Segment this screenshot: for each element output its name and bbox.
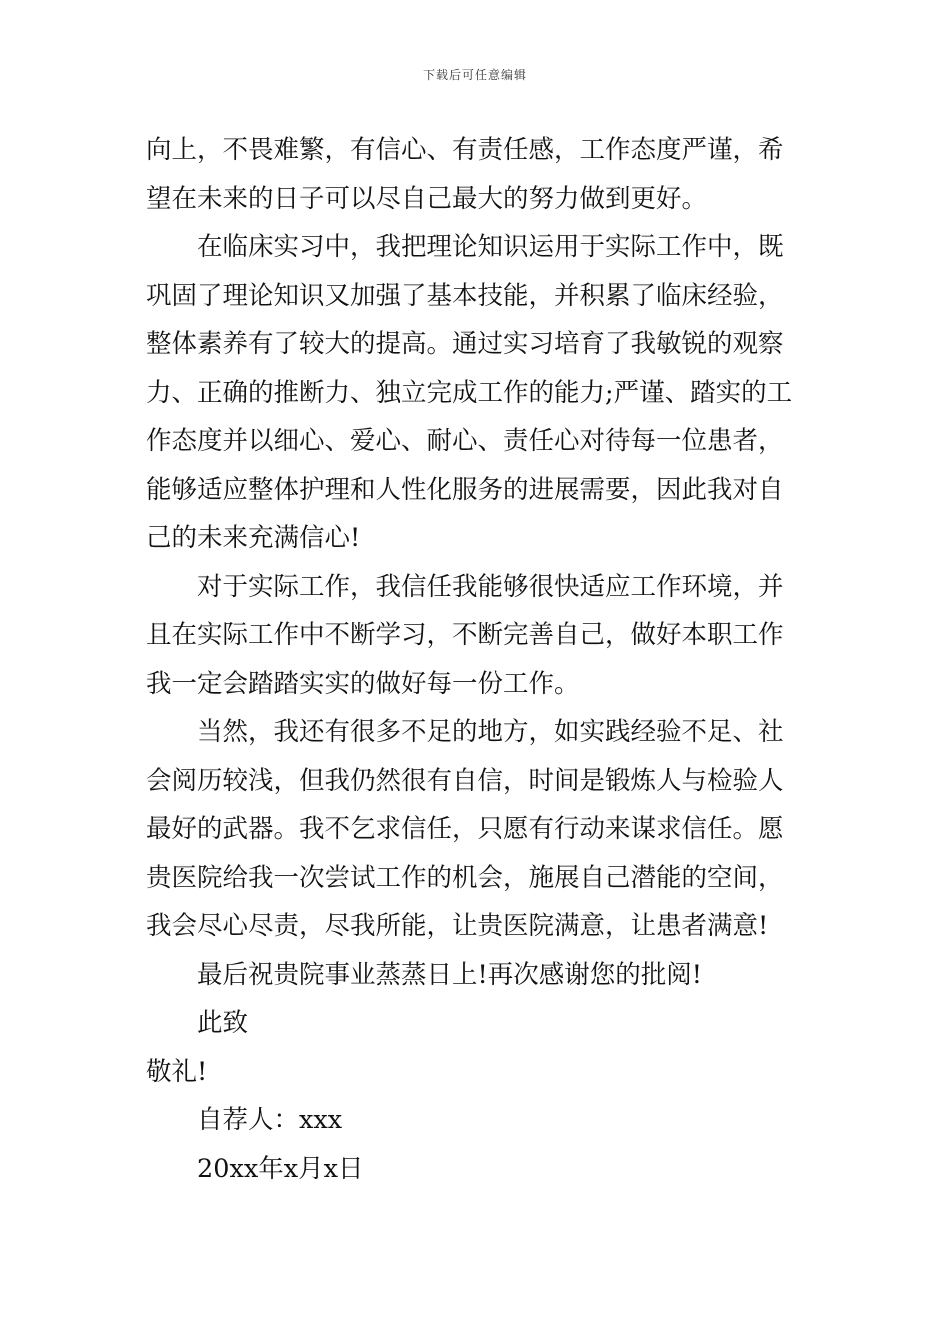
text-line: 我会尽心尽责，尽我所能，让贵医院满意，让患者满意!	[146, 911, 769, 941]
signature-line: 自荐人：xxx	[197, 1105, 343, 1135]
date-line: 20xx年x月x日	[197, 1153, 364, 1184]
paragraph-4	[146, 708, 810, 951]
text-line: 对于实际工作，我信任我能够很快适应工作环境，并	[197, 571, 784, 602]
text-line: 贵医院给我一次尝试工作的机会，施展自己潜能的空间，	[146, 862, 784, 893]
paragraph-5	[146, 951, 810, 1000]
text-line: 作态度并以细心、爱心、耐心、责任心对待每一位患者，	[146, 426, 784, 456]
letter-body	[146, 126, 810, 1193]
text-line: 力、正确的推断力、独立完成工作的能力;严谨、踏实的工	[146, 377, 793, 408]
letter-closing	[146, 999, 810, 1193]
text-line: 己的未来充满信心!	[146, 523, 361, 553]
page-header: 下载后可任意编辑	[422, 68, 527, 82]
text-line: 最好的武器。我不乞求信任，只愿有行动来谋求信任。愿	[146, 814, 784, 844]
text-line: 巩固了理论知识又加强了基本技能，并积累了临床经验，	[146, 280, 784, 311]
text-line: 整体素养有了较大的提高。通过实习培育了我敏锐的观察	[146, 329, 784, 359]
closing-salutation: 此致	[197, 1008, 249, 1038]
text-line: 在临床实习中，我把理论知识运用于实际工作中，既	[197, 232, 784, 262]
text-line: 当然，我还有很多不足的地方，如实践经验不足、社	[197, 717, 784, 747]
paragraph-3	[146, 563, 810, 709]
text-line: 我一定会踏踏实实的做好每一份工作。	[146, 668, 580, 699]
paragraph-1	[146, 126, 810, 223]
text-line: 最后祝贵院事业蒸蒸日上!再次感谢您的批阅!	[197, 959, 702, 990]
text-line: 能够适应整体护理和人性化服务的进展需要，因此我对自	[146, 474, 784, 505]
text-line: 向上，不畏难繁，有信心、有责任感，工作态度严谨，希	[146, 135, 784, 165]
text-line: 会阅历较浅，但我仍然很有自信，时间是锻炼人与检验人	[146, 765, 784, 796]
paragraph-2	[146, 223, 810, 563]
closing-regards: 敬礼!	[146, 1056, 208, 1087]
text-line: 望在未来的日子可以尽自己最大的努力做到更好。	[146, 183, 708, 214]
text-line: 且在实际工作中不断学习，不断完善自己，做好本职工作	[146, 620, 784, 650]
